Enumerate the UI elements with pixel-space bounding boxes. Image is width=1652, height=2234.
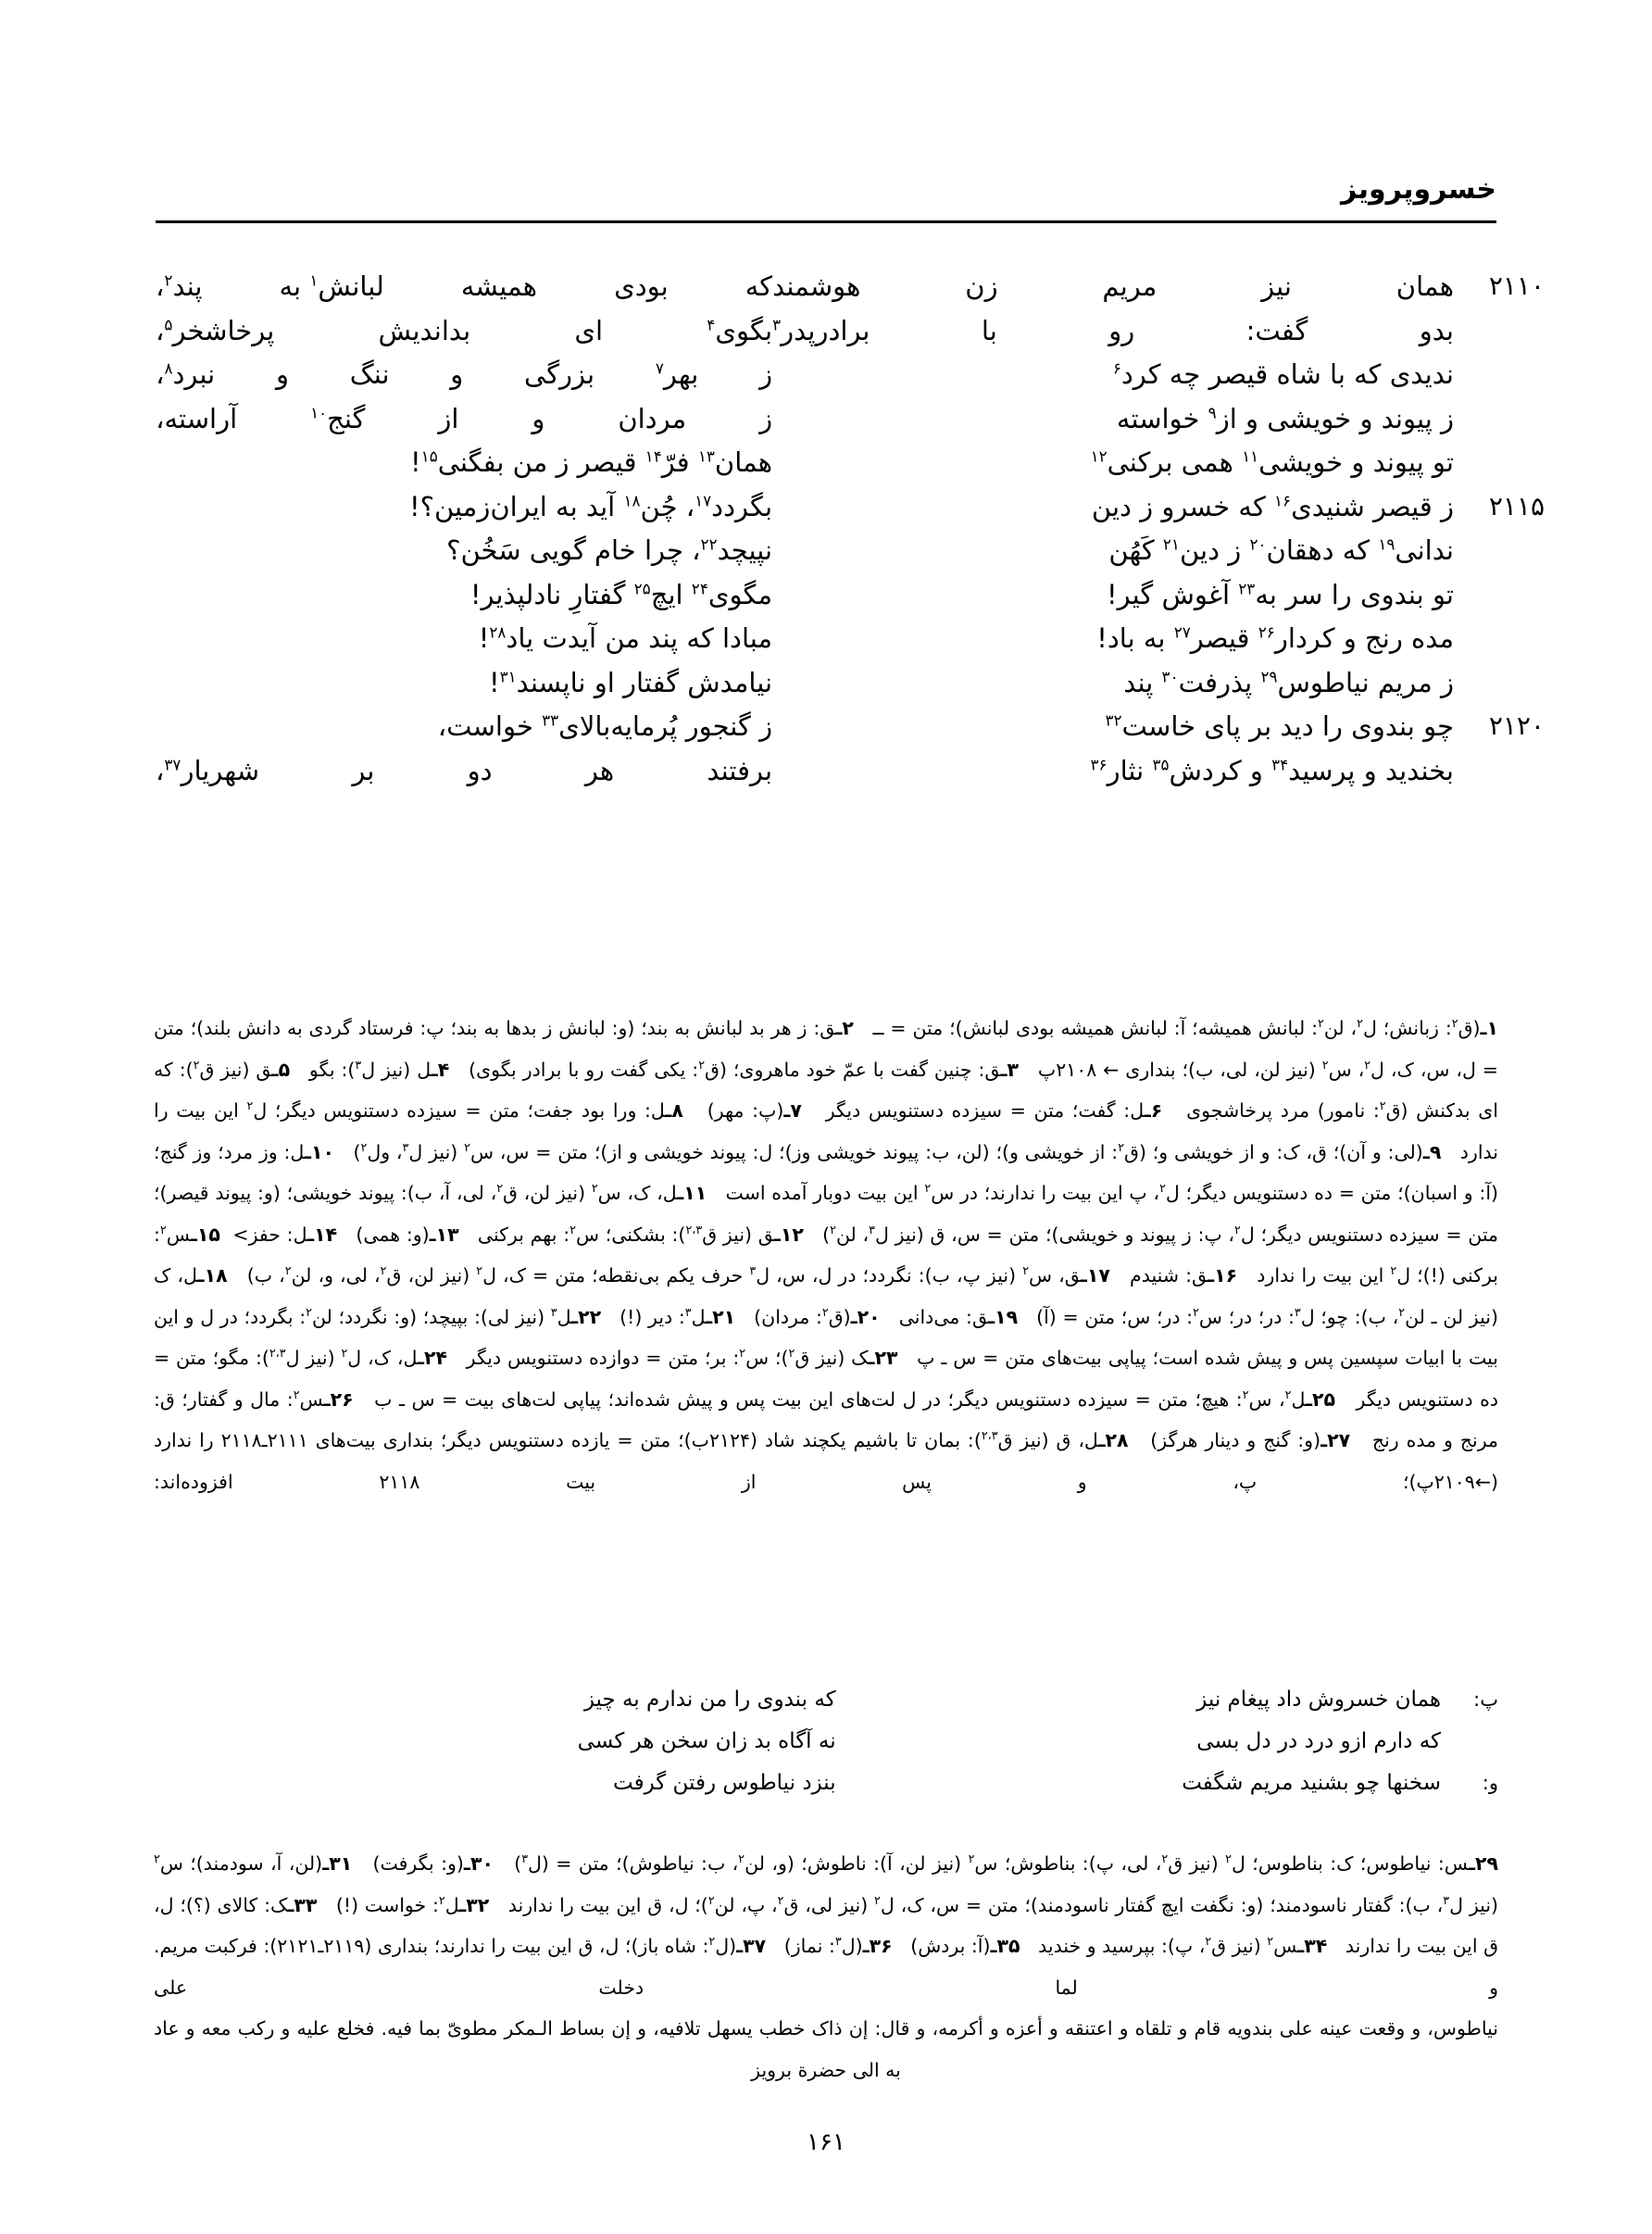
hemistich-first [772,667,1496,698]
verse-line [156,534,1496,579]
verse-line [156,446,1496,491]
hemistich-first [772,446,1496,478]
hemistich-second [156,315,772,346]
hemistich-text: مبادا که پند من آیدت یاد$^{۲۸}$! [478,622,773,654]
hemistich-text: ز قیصر شنیدی$^{۱۶}$ که خسرو ز دین [1091,490,1454,522]
hemistich-second [156,622,772,654]
hemistich-text: بدو گفت: رو با برادرپدر$^۳$ [772,314,1454,346]
verse-number: ۲۱۱۰ [1488,270,1545,301]
hemistich-text: بگوی$^۴$ ای بداندیش پرخاشخر$^۵$، [156,314,773,346]
manuscript-siglum-label: پ: [1473,1688,1498,1711]
hemistich-text: ز مریم نیاطوس$^{۲۹}$ پذرفت$^{۳۰}$ پند [1123,666,1454,698]
hemistich-first [772,358,1496,390]
critical-apparatus-upper [154,1008,1498,1502]
hemistich-second [156,403,772,434]
verse-line [156,710,1545,755]
hemistich-text: تو بندوی را سر به$^{۲۳}$ آغوش گیر! [1107,578,1454,610]
folio-number: ۱۶۱ [807,2128,845,2156]
apparatus-hemistich-first: سخنها چو بشنید مریم شگفت [1182,1771,1441,1795]
hemistich-text: برفتند هر دو بر شهریار$^{۳۷}$، [156,754,773,786]
hemistich-second [156,755,772,786]
hemistich-text: ندانی$^{۱۹}$ که دهقان$^{۲۰}$ ز دین$^{۲۱}$ کَهُن [1108,534,1454,566]
header-divider-rule [156,220,1496,223]
hemistich-text: ز پیوند و خویشی و از$^۹$ خواسته [1116,402,1454,434]
hemistich-text: همان نیز مریم زن هوشمند [772,270,1454,302]
verse-block [156,270,1545,798]
verse-number: ۲۱۱۵ [1488,490,1545,521]
apparatus-verse-line [154,1771,1498,1813]
apparatus-entry: ۲۹ـس: نیاطوس؛ ک: بناطوس؛ ل$^۲$ (نیز ق$^۲$، لی، پ): بناطوش؛ س$^۲$ (نیز لن، آ): ناطوش؛ (و، لن$^۲$، ب: نیاطوش)؛ متن = (ل$^۳$) ۳۰ـ(و: بگرفت) ۳۱ـ(لن، آ، سودمند)؛ س$^۲$ (نیز ل$^۳$، ب): گفتار ناسودمند؛ (و: نگفت ایچ گفتار ناسودمند)؛ متن = س، ک، ل$^۲$ (نیز لی، ق$^۲$، پ، لن$^۲$)؛ ل، ق این بیت را ندارند ۳۲ـل$^۲$: خواست (!) ۳۳ـک: کالای (؟)؛ ل، ق این بیت را ندارند ۳۴ـس$^۲$ (نیز ق$^۲$، پ): بپرسید و خندید ۳۵ـ(آ: بردش) ۳۶ـ(ل$^۳$: نماز) ۳۷ـ(ل$^۲$: شاه باز)؛ ل، ق این بیت را ندارند؛ بنداری (۲۱۱۹ـ۲۱۲۱): فرکبت مریم. و لما دخلت علی [154,1851,1499,1999]
hemistich-text: نیامدش گفتار او ناپسند$^{۳۱}$! [488,666,773,698]
apparatus-verse-line [154,1688,1498,1729]
hemistich-text: همان$^{۱۳}$ فرّ$^{۱۴}$ قیصر ز من بفگنی$^{۱۵}$! [410,446,773,478]
apparatus-inset-verses [154,1688,1498,1813]
critical-apparatus-lower [154,1843,1498,2090]
verse-line [156,490,1545,535]
apparatus-hemistich-second: بنزد نیاطوس رفتن گرفت [613,1771,836,1795]
apparatus-hemistich-second: نه آگاه بد زان سخن هر کسی [577,1729,836,1753]
manuscript-siglum-label: و: [1482,1772,1498,1794]
hemistich-first [772,579,1496,610]
verse-number: ۲۱۲۰ [1488,710,1545,741]
hemistich-text: ندیدی که با شاه قیصر چه کرد$^۶$ [1112,358,1454,390]
verse-line [156,622,1496,667]
apparatus-hemistich-second: که بندوی را من ندارم به چیز [583,1688,836,1712]
hemistich-text: چو بندوی را دید بر پای خاست$^{۳۲}$ [1105,710,1454,742]
hemistich-text: ز گنجور پُرمایه‌بالای$^{۳۳}$ خواست، [437,710,773,742]
hemistich-second [156,667,772,698]
bundari-arabic-quotation: نیاطوس، و وقعت عینه علی بندویه قام و تلقاه و اعتنقه و أعزه و أکرمه، و قال: إن ذاک خطب یسهل تلافیه، و إن بساط الـمکر مطویّ بما فیه. فخلع علیه و رکب معه و عاد به الی حضرة برویز [154,2017,1498,2081]
verse-line [156,270,1545,315]
apparatus-verse-line [154,1729,1498,1771]
hemistich-first [772,710,1545,742]
hemistich-first [772,270,1545,302]
hemistich-first [772,622,1496,654]
hemistich-first [772,315,1496,346]
hemistich-text: تو پیوند و خویشی$^{۱۱}$ همی برکنی$^{۱۲}$ [1090,446,1454,478]
hemistich-second [156,446,772,478]
hemistich-text: بگردد$^{۱۷}$، چُن$^{۱۸}$ آید به ایران‌زمین؟! [408,490,773,522]
running-head [156,173,1496,241]
verse-line [156,315,1496,359]
hemistich-second [156,270,772,302]
running-title: خسروپرویز [1341,173,1496,206]
hemistich-first [772,534,1496,566]
hemistich-text: بخندید و پرسید$^{۳۴}$ و کردش$^{۳۵}$ نثار$^{۳۶}$ [1090,754,1454,786]
hemistich-text: ز بهر$^۷$ بزرگی و ننگ و نبرد$^۸$، [156,358,773,390]
apparatus-hemistich-first: همان خسروش داد پیغام نیز [1196,1688,1441,1712]
hemistich-first [772,490,1545,522]
hemistich-first [772,403,1496,434]
hemistich-text: که بودی همیشه لبانش$^۱$ به پند$^۲$، [156,270,773,302]
verse-line [156,579,1496,623]
hemistich-second [156,534,772,566]
hemistich-first [772,755,1496,786]
verse-line [156,358,1496,403]
apparatus-entry: ۱ـ(ق$^۲$: زبانش؛ ل$^۲$، لن$^۲$: لبانش همیشه؛ آ: لبانش همیشه بودی لبانش)؛ متن = ــ ۲ـق: ز هر بد لبانش به بند؛ (و: لبانش ز بدها به بند؛ پ: فرستاد گردی به دانش بلند)؛ متن = ل، س، ک، ل$^۲$، س$^۲$ (نیز لن، لی، ب)؛ بنداری ← ۲۱۰۸پ ۳ـق: چنین گفت با عمّ خود ماهروی؛ (ق$^۲$: یکی گفت رو با برادر بگوی) ۴ـل (نیز ل$^۳$): بگو ۵ـق (نیز ق$^۲$): که ای بدکنش (ق$^۲$: نامور) مرد پرخاشجوی ۶ـل: گفت؛ متن = سیزده دستنویس دیگر ۷ـ(پ: مهر) ۸ـل: ورا بود جفت؛ متن = سیزده دستنویس دیگر؛ ل$^۲$ این بیت را ندارد ۹ـ(لی: و آن)؛ ق، ک: و از خویشی و؛ (ق$^۲$: از خویشی و)؛ (لن، ب: پیوند خویشی وز)؛ ل: پیوند خویشی و از)؛ متن = س، س$^۲$ (نیز ل$^۳$، ول$^۲$) ۱۰ـل: وز مرد؛ وز گنج؛ (آ: و اسبان)؛ متن = ده دستنویس دیگر؛ ل$^۲$، پ این بیت را ندارند؛ در س$^۲$ این بیت دوبار آمده است ۱۱ـل، ک، س$^۲$ (نیز لن، ق$^۲$، لی، آ، ب): پیوند خویشی؛ (و: پیوند قیصر)؛ متن = سیزده دستنویس دیگر؛ ل$^۲$، پ: ز پیوند و خویشی)؛ متن = س، ق (نیز ل$^۳$، لن$^۲$) ۱۲ـق (نیز ق$^{۲،۳}$): بشکنی؛ س$^۲$: بهم برکنی ۱۳ـ(و: همی) ۱۴ـل: حفز> ۱۵ـس$^۲$: برکنی (!)؛ ل$^۲$ این بیت را ندارد ۱۶ـق: شنیدم ۱۷ـق، س$^۲$ (نیز پ، ب): نگردد؛ در ل، س، ل$^۳$ حرف یکم بی‌نقطه؛ متن = ک، ل$^۲$ (نیز لن، ق$^۲$، لی، و، لن$^۲$، ب) ۱۸ـل، ک (نیز لن ـ لن$^۲$، ب): چو؛ ل$^۳$: در؛ در؛ س$^۲$: در؛ س؛ متن = (آ) ۱۹ـق: می‌دانی ۲۰ـ(ق$^۲$: مردان) ۲۱ـل$^۳$: دیر (!) ۲۲ـل$^۳$ (نیز لی): بپیچد؛ (و: نگردد؛ لن$^۲$: بگردد؛ در ل و این بیت با ابیات سپسین پس و پیش شده است؛ پیاپی بیت‌های متن = س ـ پ ۲۳ـک (نیز ق$^۲$)؛ س$^۲$: بر؛ متن = دوازده دستنویس دیگر ۲۴ـل، ک، ل$^۲$ (نیز ل$^{۲،۳}$): مگو؛ متن = ده دستنویس دیگر ۲۵ـل$^۲$، س$^۲$: هیچ؛ متن = سیزده دستنویس دیگر؛ در ل لت‌های این بیت پس و پیش شده‌اند؛ پیاپی لت‌های بیت = س ـ ب ۲۶ـس$^۲$: مال و گفتار؛ ق: مرنج و مده رنج ۲۷ـ(و: گنج و دینار هرگز) ۲۸ـل، ق (نیز ق$^{۲،۳}$): بمان تا باشیم یکچند شاد (۲۱۲۴ب)؛ متن = یازده دستنویس دیگر؛ بنداری بیت‌های ۲۱۱۱ـ۲۱۱۸ را ندارد (←۲۱۰۹پ)؛ پ، و پس از بیت ۲۱۱۸ افزوده‌اند: [154,1016,1499,1493]
hemistich-text: ز مردان و از گنج$^{۱۰}$ آراسته، [156,402,773,434]
hemistich-second [156,710,772,742]
hemistich-second [156,491,772,522]
hemistich-text: مده رنج و کردار$^{۲۶}$ قیصر$^{۲۷}$ به باد! [1096,622,1454,654]
verse-line [156,755,1496,799]
hemistich-text: مگوی$^{۲۴}$ ایچ$^{۲۵}$ گفتارِ نادلپذیر! [469,578,773,610]
hemistich-second [156,579,772,610]
verse-line [156,667,1496,711]
hemistich-second [156,358,772,390]
verse-line [156,403,1496,447]
apparatus-hemistich-first: که دارم ازو درد در دل بسی [1196,1729,1441,1753]
hemistich-text: نپیچد$^{۲۲}$، چرا خام گویی سَخُن؟ [446,534,773,566]
